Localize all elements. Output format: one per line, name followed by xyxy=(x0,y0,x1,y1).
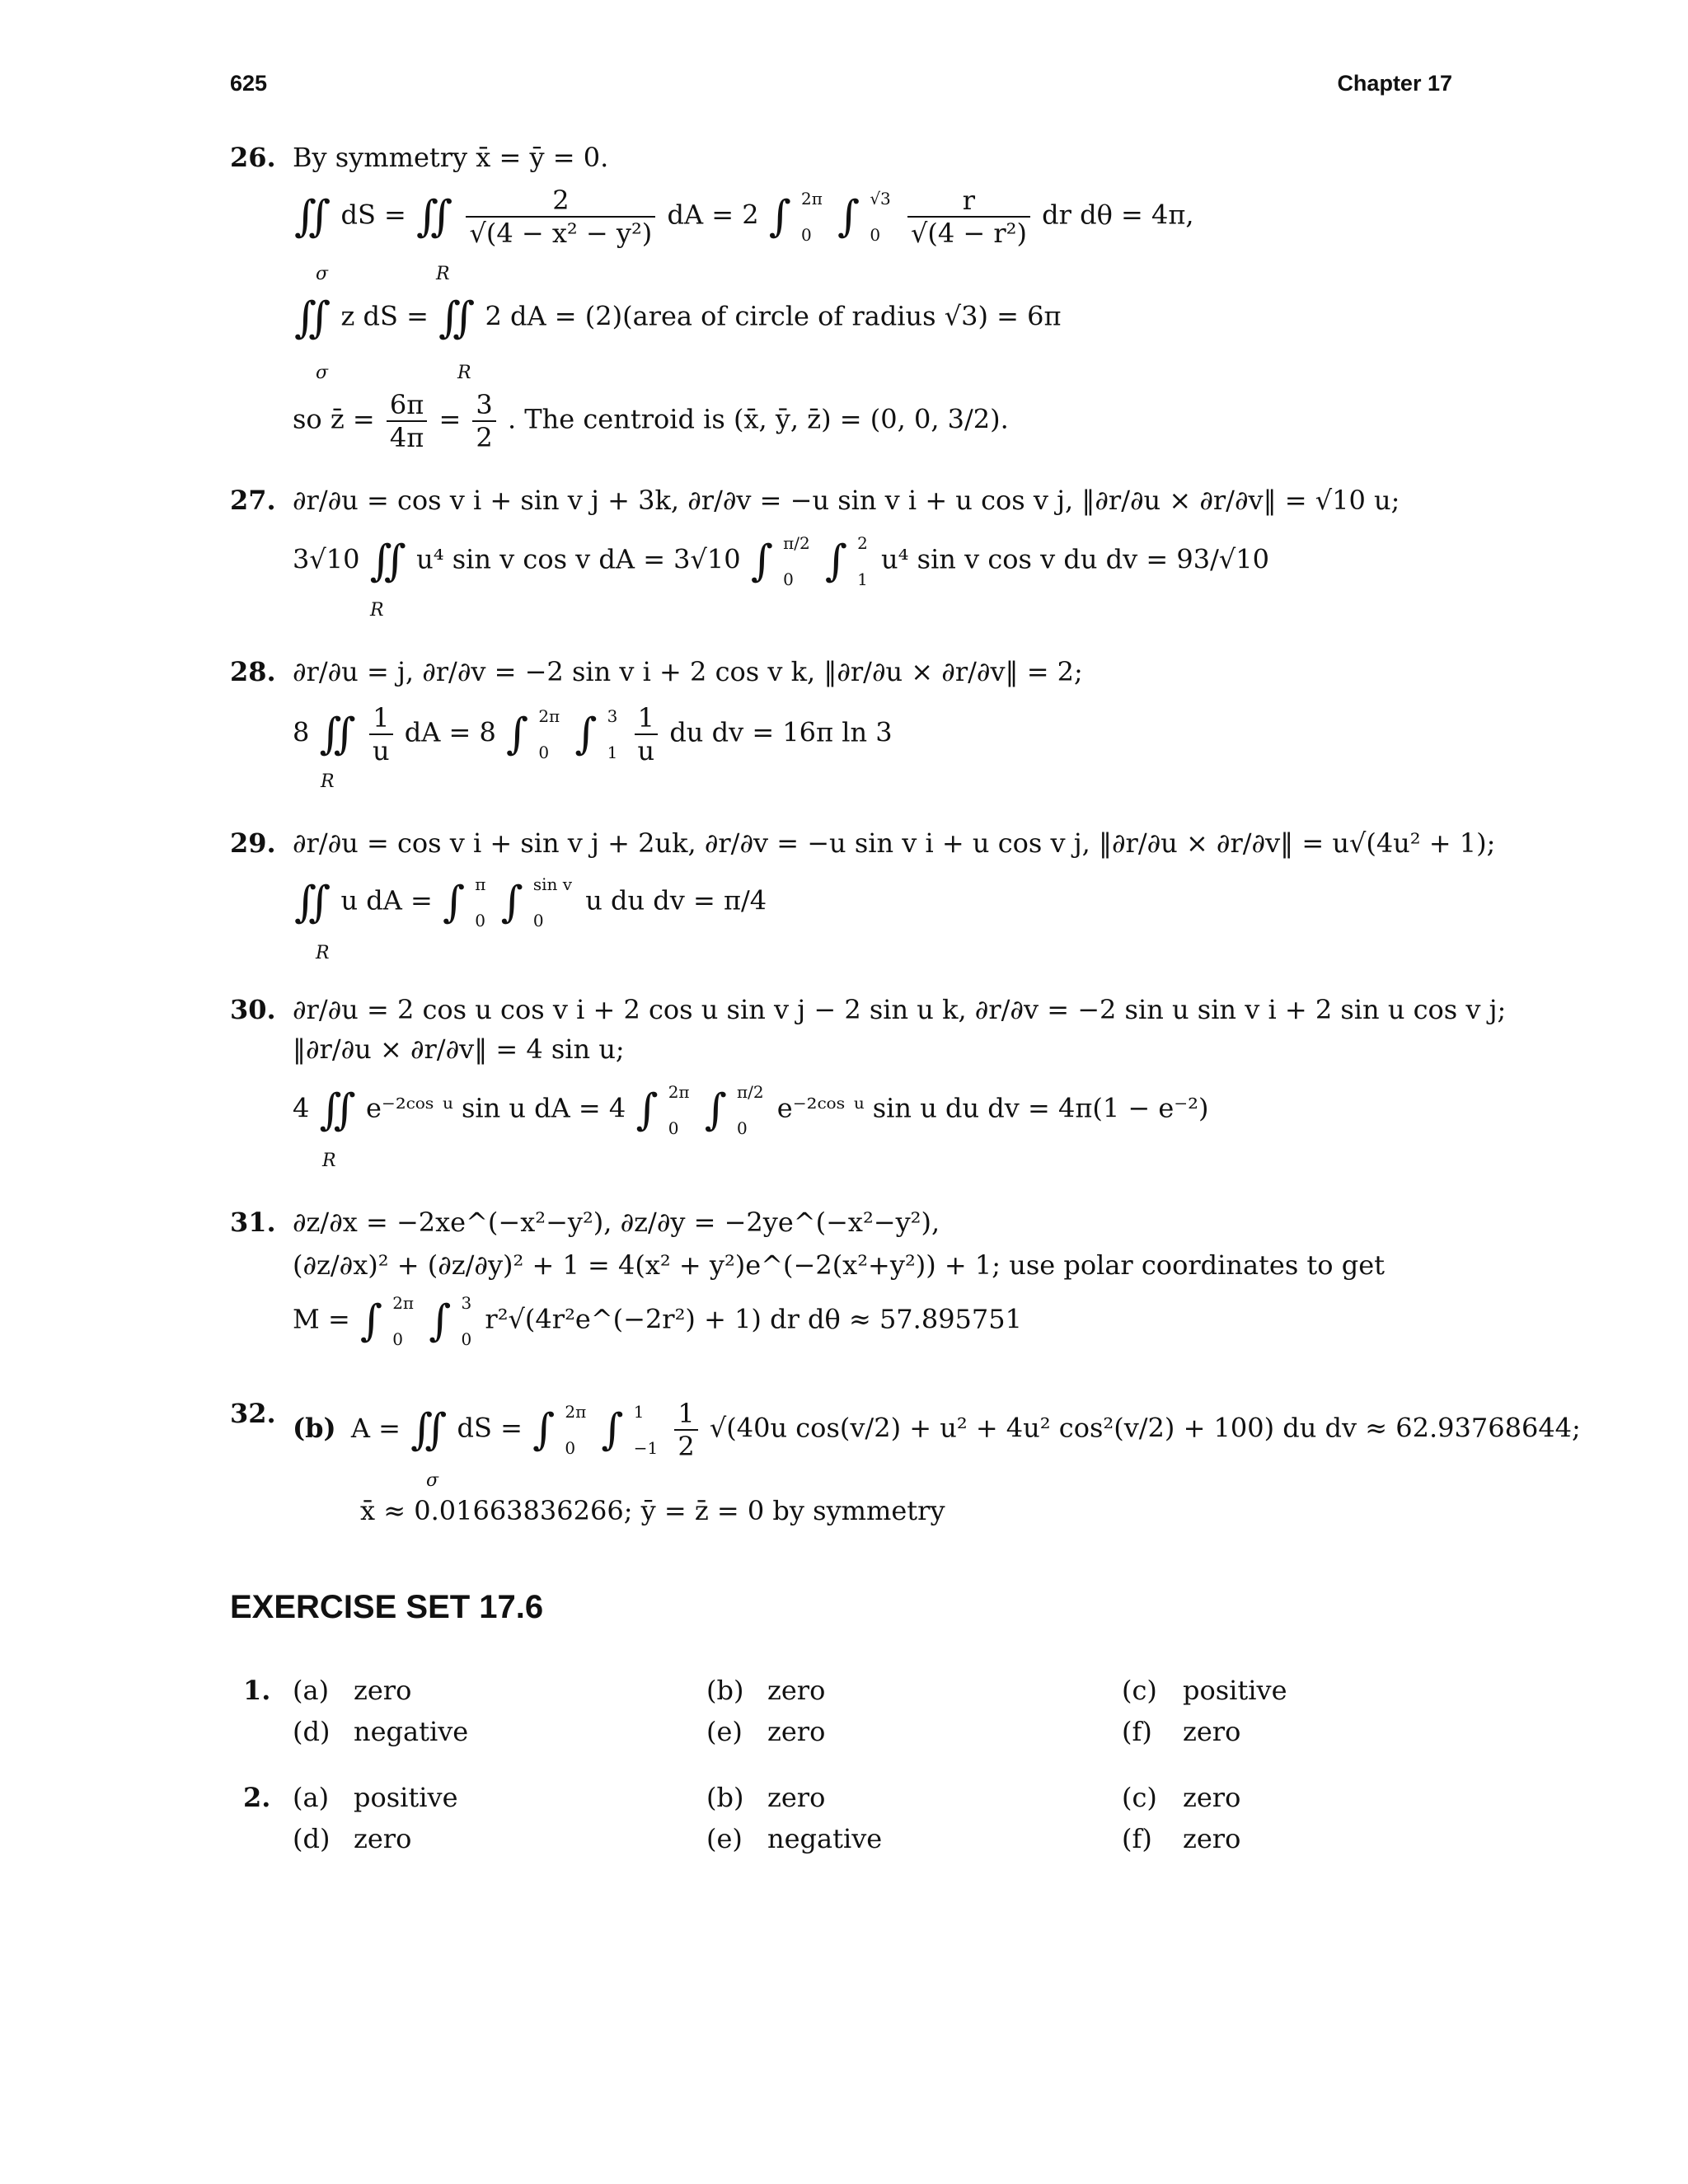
upper-limit: sin v xyxy=(532,874,573,894)
chapter-title: Chapter 17 xyxy=(1337,71,1452,96)
integral-limits xyxy=(538,707,560,762)
denominator: u xyxy=(369,733,393,766)
upper-limit: 2π xyxy=(538,706,560,726)
problem-number: 31. xyxy=(230,1207,276,1238)
equation-text: r²√(4r²e^(−2r²) + 1) dr dθ ≈ 57.895751 xyxy=(485,1303,1022,1335)
equation-text: u du dv = π/4 xyxy=(585,884,767,916)
lower-limit: 0 xyxy=(538,743,550,762)
numerator: r xyxy=(962,185,976,216)
lower-limit: 0 xyxy=(461,1329,472,1349)
upper-limit: 2π xyxy=(392,1293,415,1313)
upper-limit: 3 xyxy=(607,706,618,726)
problem-line: (∂z/∂x)² + (∂z/∂y)² + 1 = 4(x² + y²)e^(−2(x²+y²)) + 1; use polar coordinates to get xyxy=(293,1249,1385,1281)
upper-limit: π/2 xyxy=(737,1082,764,1102)
answer-f xyxy=(1122,1823,1240,1854)
denominator: √(4 − x² − y²) xyxy=(466,216,655,249)
answer-label: (c) xyxy=(1122,1782,1157,1813)
double-integral-icon: ∬ xyxy=(294,192,331,241)
integral-icon: ∫ xyxy=(506,710,529,759)
lower-limit: 0 xyxy=(668,1118,679,1138)
problem-number: 26. xyxy=(230,142,276,173)
numerator: 3 xyxy=(476,389,493,420)
region-label: R xyxy=(321,771,335,792)
integral-limits xyxy=(392,1294,414,1348)
answer-value: zero xyxy=(354,1675,412,1706)
equation-text: dr dθ = 4π, xyxy=(1042,199,1194,231)
equation-text: . The centroid is (x̄, ȳ, z̄) = (0, 0, 3/2). xyxy=(507,403,1009,435)
answer-value: zero xyxy=(1183,1716,1241,1747)
upper-limit: 2π xyxy=(668,1082,690,1102)
upper-limit: 2π xyxy=(565,1402,587,1422)
equation-text: dS = xyxy=(457,1412,523,1444)
problem-line: ∂r/∂u = 2 cos u cos v i + 2 cos u sin v j − 2 sin u k, ∂r/∂v = −2 sin u sin v i + 2 sin u cos v j; xyxy=(293,994,1507,1025)
answer-e xyxy=(706,1716,825,1747)
equation-text: 2 dA = (2)(area of circle of radius √3) = 6π xyxy=(485,300,1062,332)
equation-line xyxy=(293,1294,1022,1348)
equation-text: e⁻²ᶜᵒˢ ᵘ sin u dA = 4 xyxy=(365,1092,626,1124)
answer-value: zero xyxy=(767,1716,826,1747)
integral-icon: ∫ xyxy=(704,1085,727,1135)
problem-number: 28. xyxy=(230,656,276,687)
answer-label: (f) xyxy=(1122,1823,1152,1854)
answer-d xyxy=(293,1716,468,1747)
integral-limits xyxy=(475,875,485,930)
integral-limits xyxy=(462,1294,472,1348)
answer-value: zero xyxy=(767,1675,826,1706)
integral-limits xyxy=(607,707,618,762)
answer-c xyxy=(1122,1675,1287,1706)
equation-text: e⁻²ᶜᵒˢ ᵘ sin u du dv = 4π(1 − e⁻²) xyxy=(776,1092,1209,1124)
integral-icon: ∫ xyxy=(750,537,773,586)
integral-icon: ∫ xyxy=(442,878,466,927)
equation-text: dA = 2 xyxy=(667,199,759,231)
integral-icon: ∫ xyxy=(429,1296,452,1346)
integral-icon: ∫ xyxy=(601,1405,624,1455)
answer-a xyxy=(293,1782,458,1813)
region-label: R xyxy=(316,943,330,963)
question-2 xyxy=(230,1782,1466,1864)
equation-text: 4 xyxy=(293,1092,310,1124)
fraction xyxy=(907,185,1030,249)
answer-label: (d) xyxy=(293,1716,331,1747)
problem-number: 32. xyxy=(230,1398,276,1429)
integral-icon: ∫ xyxy=(574,710,598,759)
problem-line: ‖∂r/∂u × ∂r/∂v‖ = 4 sin u; xyxy=(293,1033,625,1065)
lower-limit: 0 xyxy=(737,1118,748,1138)
problem-line: ∂r/∂u = cos v i + sin v j + 2uk, ∂r/∂v = −u sin v i + u cos v j, ‖∂r/∂u × ∂r/∂v‖ = u√(4u² + 1); xyxy=(293,827,1496,859)
answer-value: zero xyxy=(767,1782,826,1813)
equation-line xyxy=(293,534,1269,588)
answer-value: zero xyxy=(1183,1823,1241,1854)
equation-line: so z̄ = $\frac{6\pi}{4\pi}$ = $\frac{3}{2}$ . The centroid is (x̄, ȳ, z̄) = (0, 0, 3/2). xyxy=(293,389,1009,453)
denominator: 2 xyxy=(472,420,495,453)
section-heading: EXERCISE SET 17.6 xyxy=(230,1589,544,1625)
integral-icon: ∫ xyxy=(500,878,523,927)
lower-limit: 0 xyxy=(392,1329,403,1349)
numerator: 1 xyxy=(678,1398,695,1429)
upper-limit: π xyxy=(475,874,486,894)
region-label: σ xyxy=(426,1470,439,1491)
integral-limits xyxy=(737,1083,764,1137)
fraction xyxy=(472,389,495,453)
double-integral-icon: ∬ xyxy=(416,192,453,241)
equation-text: u⁴ sin v cos v du dv = 93/√10 xyxy=(881,543,1269,575)
numerator: 1 xyxy=(637,702,655,733)
numerator: 2 xyxy=(552,185,570,216)
answer-e xyxy=(706,1823,882,1854)
lower-limit: 0 xyxy=(783,569,794,589)
integral-limits xyxy=(801,190,823,244)
region-label: σ xyxy=(316,264,329,284)
equation-line xyxy=(293,185,1194,249)
equation-text: 3√10 xyxy=(293,543,360,575)
answer-value: zero xyxy=(1183,1782,1241,1813)
denominator: √(4 − r²) xyxy=(907,216,1030,249)
upper-limit: 1 xyxy=(633,1402,645,1422)
region-label: R xyxy=(322,1151,336,1171)
double-integral-icon: ∬ xyxy=(294,878,331,927)
answer-c xyxy=(1122,1782,1240,1813)
lower-limit: 1 xyxy=(607,743,618,762)
integral-limits xyxy=(870,190,890,244)
lower-limit: 0 xyxy=(475,911,485,930)
answer-label: (b) xyxy=(706,1782,744,1813)
problem-number: 29. xyxy=(230,827,276,859)
fraction xyxy=(635,702,659,766)
equation-text: z dS = xyxy=(340,300,429,332)
answer-label: (a) xyxy=(293,1675,330,1706)
integral-limits xyxy=(634,1403,658,1457)
lower-limit: 1 xyxy=(857,569,868,589)
fraction xyxy=(387,389,427,453)
problem-line: By symmetry x̄ = ȳ = 0. xyxy=(293,142,609,173)
answer-f xyxy=(1122,1716,1240,1747)
equation-line xyxy=(293,293,1062,343)
integral-limits xyxy=(783,534,810,588)
denominator: u xyxy=(635,733,659,766)
integral-icon: ∫ xyxy=(768,192,791,241)
problem-line: ∂r/∂u = j, ∂r/∂v = −2 sin v i + 2 cos v k, ‖∂r/∂u × ∂r/∂v‖ = 2; xyxy=(293,656,1083,687)
upper-limit: 2π xyxy=(801,189,823,209)
fraction xyxy=(369,702,393,766)
question-1 xyxy=(230,1675,1466,1757)
answer-b xyxy=(706,1782,825,1813)
upper-limit: √3 xyxy=(870,189,891,209)
equation-text: du dv = 16π ln 3 xyxy=(669,716,893,748)
equation-text: A = xyxy=(350,1412,401,1444)
region-label: σ xyxy=(316,363,329,383)
integral-icon: ∫ xyxy=(532,1405,556,1455)
equation-line xyxy=(293,1083,1208,1137)
answer-label: (b) xyxy=(706,1675,744,1706)
answer-value: zero xyxy=(354,1823,412,1854)
equation-text: u dA = xyxy=(340,884,433,916)
upper-limit: π/2 xyxy=(783,533,810,553)
upper-limit: 2 xyxy=(857,533,868,553)
integral-icon: ∫ xyxy=(359,1296,383,1346)
equation-line xyxy=(293,702,893,766)
lower-limit: 0 xyxy=(565,1438,576,1458)
lower-limit: 0 xyxy=(532,911,544,930)
integral-icon: ∫ xyxy=(635,1085,659,1135)
lower-limit: 0 xyxy=(801,225,812,245)
equation-text: u⁴ sin v cos v dA = 3√10 xyxy=(416,543,741,575)
numerator: 6π xyxy=(389,389,424,420)
integral-icon: ∫ xyxy=(837,192,860,241)
integral-limits xyxy=(857,534,868,588)
problem-number: 30. xyxy=(230,994,276,1025)
equation-text: dA = 8 xyxy=(404,716,496,748)
equation-text: dS = xyxy=(340,199,406,231)
region-label: R xyxy=(457,363,471,383)
numerator: 1 xyxy=(373,702,390,733)
problem-number: 27. xyxy=(230,485,276,516)
problem-line: ∂r/∂u = cos v i + sin v j + 3k, ∂r/∂v = −u sin v i + u cos v j, ‖∂r/∂u × ∂r/∂v‖ = √10 u; xyxy=(293,485,1400,516)
problem-line: ∂z/∂x = −2xe^(−x²−y²), ∂z/∂y = −2ye^(−x²−y²), xyxy=(293,1207,940,1238)
integral-limits xyxy=(533,875,572,930)
lower-limit: 0 xyxy=(870,225,881,245)
region-label: R xyxy=(436,264,450,284)
answer-label: (f) xyxy=(1122,1716,1152,1747)
upper-limit: 3 xyxy=(461,1293,472,1313)
denominator: 2 xyxy=(674,1429,697,1462)
integral-limits xyxy=(668,1083,690,1137)
double-integral-icon: ∬ xyxy=(410,1405,448,1455)
integral-icon: ∫ xyxy=(824,537,847,586)
equation-text: √(40u cos(v/2) + u² + 4u² cos²(v/2) + 100) du dv ≈ 62.93768644; xyxy=(709,1412,1581,1444)
answer-value: positive xyxy=(1183,1675,1287,1706)
fraction xyxy=(466,185,655,249)
fraction xyxy=(674,1398,697,1462)
region-label: R xyxy=(370,600,384,621)
answer-a xyxy=(293,1675,411,1706)
part-label: (b) xyxy=(293,1412,336,1444)
answer-value: negative xyxy=(767,1823,883,1854)
question-number: 1. xyxy=(243,1675,271,1706)
answer-label: (e) xyxy=(706,1716,743,1747)
answer-value: negative xyxy=(354,1716,469,1747)
double-integral-icon: ∬ xyxy=(369,537,406,586)
integral-limits xyxy=(565,1403,586,1457)
page-number: 625 xyxy=(230,71,268,96)
answer-label: (e) xyxy=(706,1823,743,1854)
equation-text: M = xyxy=(293,1303,350,1335)
lower-limit: −1 xyxy=(633,1438,659,1458)
equation-text: 8 xyxy=(293,716,310,748)
equation-line xyxy=(293,875,767,930)
double-integral-icon: ∬ xyxy=(319,1085,356,1135)
question-number: 2. xyxy=(243,1782,271,1813)
equation-line xyxy=(293,1398,1581,1462)
double-integral-icon: ∬ xyxy=(438,293,476,343)
problem-line: x̄ ≈ 0.01663836266; ȳ = z̄ = 0 by symmetry xyxy=(360,1495,945,1526)
double-integral-icon: ∬ xyxy=(319,710,356,759)
answer-label: (a) xyxy=(293,1782,330,1813)
double-integral-icon: ∬ xyxy=(294,293,331,343)
answer-b xyxy=(706,1675,825,1706)
answer-label: (d) xyxy=(293,1823,331,1854)
answer-label: (c) xyxy=(1122,1675,1157,1706)
denominator: 4π xyxy=(387,420,427,453)
equation-text: so z̄ = xyxy=(293,403,375,435)
answer-d xyxy=(293,1823,411,1854)
answer-value: positive xyxy=(354,1782,458,1813)
